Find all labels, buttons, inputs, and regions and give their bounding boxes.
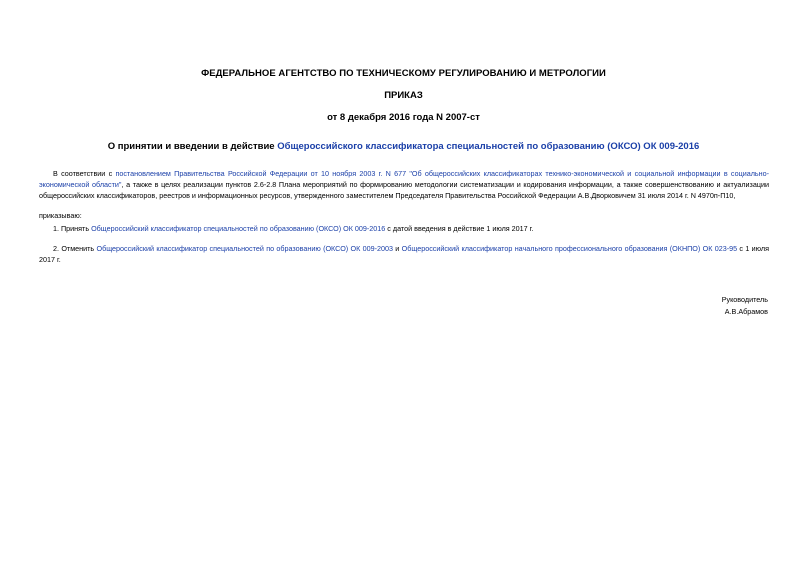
government-decree-link[interactable]: постановлением Правительства Российской Федерации от 10 ноября 2003 г. N 677 "Об общероссийских классификаторах технико-экономической и социальной информации в социально-экономической области" — [39, 169, 770, 189]
oknpo-link[interactable]: Общероссийский классификатор начального профессионального образования (ОКНПО) ОК 023-95 — [401, 244, 738, 253]
signatory-name: А.В.Абрамов — [724, 307, 768, 316]
item2-middle: и — [392, 244, 402, 253]
order-title: ПРИКАЗ — [384, 90, 423, 101]
item2-prefix: 2. Отменить — [53, 244, 97, 253]
item1-prefix: 1. Принять — [53, 224, 92, 233]
orders-word: приказываю: — [39, 211, 82, 220]
intro-text-start: В соответствии с — [53, 169, 116, 178]
intro-paragraph — [39, 168, 769, 201]
item2-suffix: с 1 июля 2017 г. — [39, 244, 769, 264]
item1-suffix: с датой введения в действие 1 июля 2017 г. — [385, 224, 534, 233]
document-heading — [0, 141, 807, 152]
okso-2016-link[interactable]: Общероссийский классификатор специальностей по образованию (ОКСО) ОК 009-2016 — [91, 224, 386, 233]
order-date: от 8 декабря 2016 года N 2007-ст — [327, 112, 480, 123]
intro-text-end: , а также в целях реализации пунктов 2.6-2.8 Плана мероприятий по формированию методологии систематизации и кодирования информации, а также совершенствованию и актуализации общероссийских классификаторов, реестров и информационных ресурсов, утвержденного заместителем Председателя Правительства Российской Федерации А.В.Дворковичем 31 июля 2014 г. N 4970п-П10, — [39, 180, 769, 200]
agency-name: ФЕДЕРАЛЬНОЕ АГЕНТСТВО ПО ТЕХНИЧЕСКОМУ РЕГУЛИРОВАНИЮ И МЕТРОЛОГИИ — [201, 68, 606, 79]
okso-2003-link[interactable]: Общероссийский классификатор специальностей по образованию (ОКСО) ОК 009-2003 — [96, 244, 393, 253]
signature-block — [722, 294, 768, 318]
order-item-1 — [39, 223, 769, 234]
heading-classifier-link[interactable]: Общероссийского классификатора специальностей по образованию (ОКСО) ОК 009-2016 — [277, 141, 700, 152]
heading-prefix: О принятии и введении в действие — [107, 141, 278, 152]
signatory-position: Руководитель — [721, 295, 768, 304]
order-item-2 — [39, 243, 769, 265]
